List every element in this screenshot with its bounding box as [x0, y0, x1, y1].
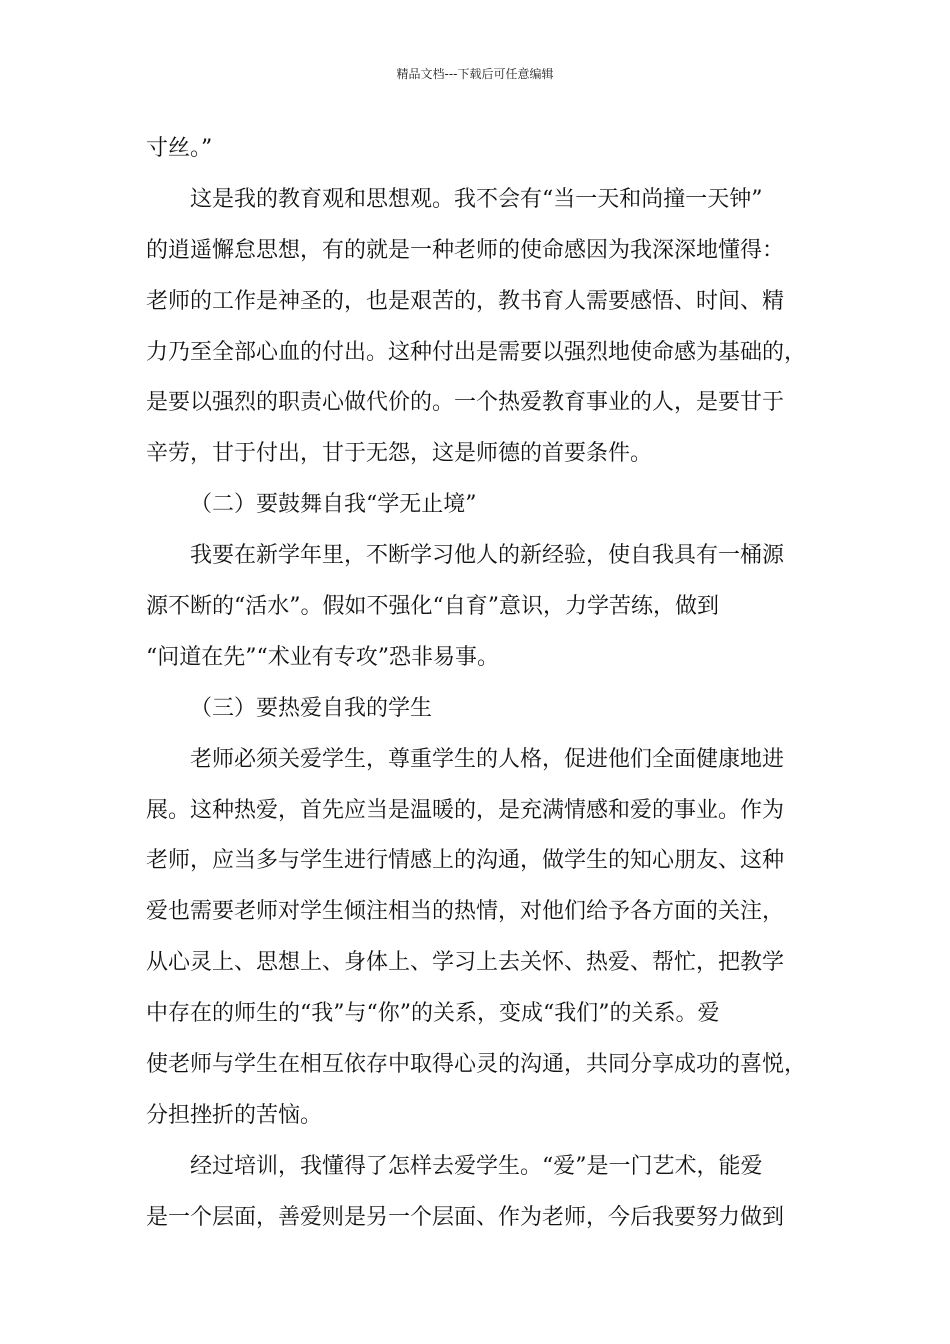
text-line: 爱也需要老师对学生倾注相当的热情，对他们给予各方面的关注，	[146, 899, 785, 925]
text-line: 展。这种热爱，首先应当是温暖的，是充满情感和爱的事业。作为	[146, 797, 785, 823]
paragraph-start-line: 我要在新学年里，不断学习他人的新经验，使自我具有一桶源	[190, 543, 785, 569]
paragraph-start-line: 这是我的教育观和思想观。我不会有“当一天和尚撞一天钟”	[190, 186, 763, 212]
document-body	[146, 130, 836, 1250]
text-line: 辛劳，甘于付出，甘于无怨，这是师德的首要条件。	[146, 441, 653, 467]
text-line: 分担挫折的苦恼。	[146, 1102, 323, 1128]
page-header: 精品文档---下载后可任意编辑	[396, 67, 554, 81]
text-line: 源不断的“活水”。假如不强化“自育”意识，力学苦练，做到	[146, 594, 719, 620]
paragraph-start-line: 经过培训，我懂得了怎样去爱学生。“爱”是一门艺术，能爱	[190, 1153, 763, 1179]
text-line: 力乃至全部心血的付出。这种付出是需要以强烈地使命感为基础的，	[146, 339, 807, 365]
text-line: 是一个层面，善爱则是另一个层面、作为老师，今后我要努力做到	[146, 1204, 785, 1230]
text-line: 从心灵上、思想上、身体上、学习上去关怀、热爱、帮忙，把教学	[146, 950, 785, 976]
text-line: 寸丝。”	[146, 136, 213, 161]
section-heading: （二）要鼓舞自我“学无止境”	[190, 492, 477, 518]
paragraph-start-line: 老师必须关爱学生，尊重学生的人格，促进他们全面健康地进	[190, 746, 785, 772]
section-heading: （三）要热爱自我的学生	[190, 695, 433, 721]
text-line: 使老师与学生在相互依存中取得心灵的沟通，共同分享成功的喜悦，	[146, 1052, 807, 1078]
text-line: 是要以强烈的职责心做代价的。一个热爱教育事业的人，是要甘于	[146, 390, 785, 416]
text-line: “问道在先”“术业有专攻”恐非易事。	[146, 644, 499, 670]
text-line: 的逍遥懈怠思想，有的就是一种老师的使命感因为我深深地懂得：	[146, 237, 785, 263]
text-line: 老师的工作是神圣的，也是艰苦的，教书育人需要感悟、时间、精	[146, 288, 785, 314]
text-line: 老师，应当多与学生进行情感上的沟通，做学生的知心朋友、这种	[146, 848, 785, 874]
text-line: 中存在的师生的“我”与“你”的关系，变成“我们”的关系。爱	[146, 1001, 720, 1027]
